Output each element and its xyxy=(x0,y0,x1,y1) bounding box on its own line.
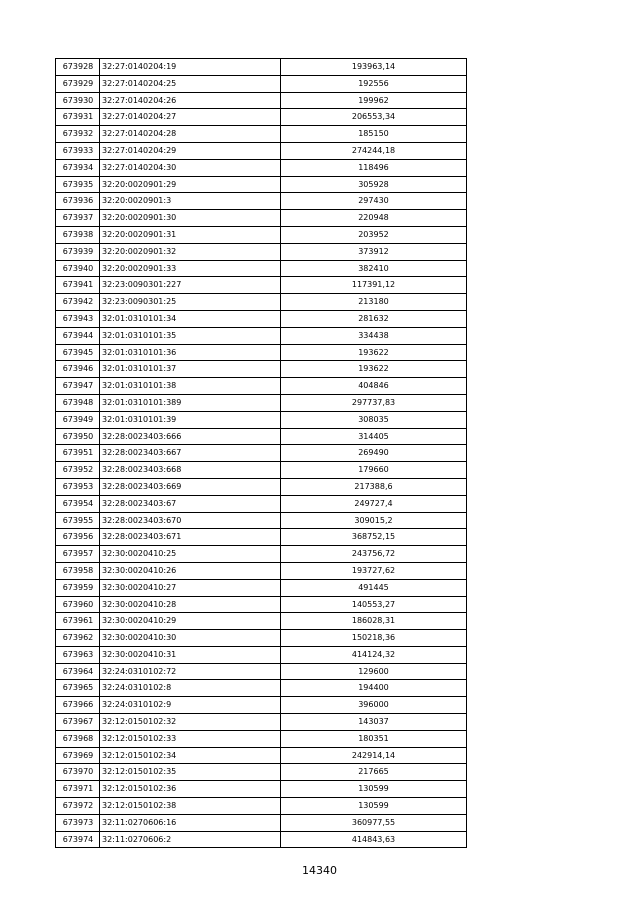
cadastral-number-cell: 32:20:0020901:30 xyxy=(100,210,281,227)
table-row xyxy=(56,478,467,495)
row-number-cell: 673936 xyxy=(56,193,100,210)
value-cell: 117391,12 xyxy=(281,277,467,294)
table-row xyxy=(56,210,467,227)
row-number-cell: 673942 xyxy=(56,294,100,311)
row-number-cell: 673938 xyxy=(56,226,100,243)
value-cell: 297737,83 xyxy=(281,394,467,411)
cadastral-number-cell: 32:27:0140204:25 xyxy=(100,75,281,92)
table-row xyxy=(56,142,467,159)
cadastral-number-cell: 32:27:0140204:29 xyxy=(100,142,281,159)
value-cell: 414124,32 xyxy=(281,646,467,663)
cadastral-number-cell: 32:12:0150102:32 xyxy=(100,714,281,731)
row-number-cell: 673958 xyxy=(56,562,100,579)
row-number-cell: 673962 xyxy=(56,630,100,647)
table-row xyxy=(56,428,467,445)
value-cell: 217388,6 xyxy=(281,478,467,495)
cadastral-number-cell: 32:27:0140204:30 xyxy=(100,159,281,176)
row-number-cell: 673956 xyxy=(56,529,100,546)
cadastral-number-cell: 32:24:0310102:72 xyxy=(100,663,281,680)
cadastral-number-cell: 32:30:0020410:30 xyxy=(100,630,281,647)
value-cell: 129600 xyxy=(281,663,467,680)
page-number: 14340 xyxy=(302,864,337,877)
row-number-cell: 673961 xyxy=(56,613,100,630)
row-number-cell: 673943 xyxy=(56,310,100,327)
value-cell: 185150 xyxy=(281,126,467,143)
cadastral-number-cell: 32:20:0020901:29 xyxy=(100,176,281,193)
table-row xyxy=(56,310,467,327)
cadastral-number-cell: 32:28:0023403:669 xyxy=(100,478,281,495)
cadastral-number-cell: 32:27:0140204:27 xyxy=(100,109,281,126)
row-number-cell: 673965 xyxy=(56,680,100,697)
value-cell: 314405 xyxy=(281,428,467,445)
value-cell: 220948 xyxy=(281,210,467,227)
table-row xyxy=(56,394,467,411)
table-row xyxy=(56,327,467,344)
value-cell: 396000 xyxy=(281,697,467,714)
value-cell: 180351 xyxy=(281,730,467,747)
cadastral-number-cell: 32:12:0150102:38 xyxy=(100,798,281,815)
table-row xyxy=(56,512,467,529)
value-cell: 309015,2 xyxy=(281,512,467,529)
value-cell: 334438 xyxy=(281,327,467,344)
value-cell: 382410 xyxy=(281,260,467,277)
value-cell: 193622 xyxy=(281,344,467,361)
value-cell: 404846 xyxy=(281,378,467,395)
row-number-cell: 673968 xyxy=(56,730,100,747)
row-number-cell: 673969 xyxy=(56,747,100,764)
cadastral-number-cell: 32:01:0310101:389 xyxy=(100,394,281,411)
table-row xyxy=(56,59,467,76)
table-row xyxy=(56,495,467,512)
cadastral-number-cell: 32:27:0140204:28 xyxy=(100,126,281,143)
table-row xyxy=(56,462,467,479)
value-cell: 140553,27 xyxy=(281,596,467,613)
row-number-cell: 673966 xyxy=(56,697,100,714)
row-number-cell: 673967 xyxy=(56,714,100,731)
row-number-cell: 673944 xyxy=(56,327,100,344)
row-number-cell: 673970 xyxy=(56,764,100,781)
table-row xyxy=(56,277,467,294)
row-number-cell: 673929 xyxy=(56,75,100,92)
table-row xyxy=(56,226,467,243)
cadastral-number-cell: 32:12:0150102:36 xyxy=(100,781,281,798)
table-body xyxy=(56,59,467,848)
table-row xyxy=(56,579,467,596)
cadastral-number-cell: 32:20:0020901:31 xyxy=(100,226,281,243)
row-number-cell: 673952 xyxy=(56,462,100,479)
row-number-cell: 673953 xyxy=(56,478,100,495)
table-row xyxy=(56,75,467,92)
value-cell: 243756,72 xyxy=(281,546,467,563)
cadastral-number-cell: 32:30:0020410:31 xyxy=(100,646,281,663)
value-cell: 199962 xyxy=(281,92,467,109)
cadastral-number-cell: 32:28:0023403:670 xyxy=(100,512,281,529)
cadastral-number-cell: 32:24:0310102:8 xyxy=(100,680,281,697)
table-row xyxy=(56,562,467,579)
cadastral-number-cell: 32:30:0020410:25 xyxy=(100,546,281,563)
value-cell: 203952 xyxy=(281,226,467,243)
row-number-cell: 673950 xyxy=(56,428,100,445)
value-cell: 143037 xyxy=(281,714,467,731)
cadastral-number-cell: 32:30:0020410:26 xyxy=(100,562,281,579)
value-cell: 305928 xyxy=(281,176,467,193)
table-row xyxy=(56,781,467,798)
row-number-cell: 673939 xyxy=(56,243,100,260)
cadastral-number-cell: 32:20:0020901:3 xyxy=(100,193,281,210)
cadastral-number-cell: 32:28:0023403:671 xyxy=(100,529,281,546)
row-number-cell: 673937 xyxy=(56,210,100,227)
table-row xyxy=(56,294,467,311)
table-row xyxy=(56,445,467,462)
table-row xyxy=(56,411,467,428)
row-number-cell: 673971 xyxy=(56,781,100,798)
table-row xyxy=(56,613,467,630)
cadastral-number-cell: 32:30:0020410:27 xyxy=(100,579,281,596)
value-cell: 130599 xyxy=(281,798,467,815)
row-number-cell: 673933 xyxy=(56,142,100,159)
table-row xyxy=(56,361,467,378)
row-number-cell: 673960 xyxy=(56,596,100,613)
table-row xyxy=(56,646,467,663)
row-number-cell: 673945 xyxy=(56,344,100,361)
value-cell: 274244,18 xyxy=(281,142,467,159)
row-number-cell: 673932 xyxy=(56,126,100,143)
table-row xyxy=(56,630,467,647)
cadastral-number-cell: 32:23:0090301:227 xyxy=(100,277,281,294)
cadastral-number-cell: 32:12:0150102:35 xyxy=(100,764,281,781)
value-cell: 193727,62 xyxy=(281,562,467,579)
cadastral-number-cell: 32:20:0020901:32 xyxy=(100,243,281,260)
row-number-cell: 673931 xyxy=(56,109,100,126)
cadastral-number-cell: 32:28:0023403:67 xyxy=(100,495,281,512)
table-row xyxy=(56,344,467,361)
value-cell: 186028,31 xyxy=(281,613,467,630)
value-cell: 297430 xyxy=(281,193,467,210)
value-cell: 213180 xyxy=(281,294,467,311)
table-row xyxy=(56,764,467,781)
cadastral-number-cell: 32:11:0270606:16 xyxy=(100,814,281,831)
cadastral-number-cell: 32:28:0023403:668 xyxy=(100,462,281,479)
data-table-container xyxy=(55,58,467,848)
cadastral-number-cell: 32:27:0140204:26 xyxy=(100,92,281,109)
row-number-cell: 673947 xyxy=(56,378,100,395)
row-number-cell: 673959 xyxy=(56,579,100,596)
table-row xyxy=(56,176,467,193)
table-row xyxy=(56,159,467,176)
table-row xyxy=(56,596,467,613)
row-number-cell: 673963 xyxy=(56,646,100,663)
cadastral-number-cell: 32:28:0023403:666 xyxy=(100,428,281,445)
cadastral-number-cell: 32:30:0020410:29 xyxy=(100,613,281,630)
cadastral-number-cell: 32:28:0023403:667 xyxy=(100,445,281,462)
value-cell: 193963,14 xyxy=(281,59,467,76)
cadastral-number-cell: 32:23:0090301:25 xyxy=(100,294,281,311)
value-cell: 130599 xyxy=(281,781,467,798)
row-number-cell: 673934 xyxy=(56,159,100,176)
row-number-cell: 673972 xyxy=(56,798,100,815)
value-cell: 491445 xyxy=(281,579,467,596)
table-row xyxy=(56,747,467,764)
value-cell: 194400 xyxy=(281,680,467,697)
cadastral-number-cell: 32:01:0310101:38 xyxy=(100,378,281,395)
table-row xyxy=(56,831,467,848)
cadastral-number-cell: 32:20:0020901:33 xyxy=(100,260,281,277)
cadastral-number-cell: 32:01:0310101:34 xyxy=(100,310,281,327)
value-cell: 217665 xyxy=(281,764,467,781)
row-number-cell: 673930 xyxy=(56,92,100,109)
row-number-cell: 673928 xyxy=(56,59,100,76)
value-cell: 281632 xyxy=(281,310,467,327)
row-number-cell: 673949 xyxy=(56,411,100,428)
table-row xyxy=(56,663,467,680)
row-number-cell: 673940 xyxy=(56,260,100,277)
cadastral-number-cell: 32:01:0310101:36 xyxy=(100,344,281,361)
table-row xyxy=(56,243,467,260)
cadastral-number-cell: 32:24:0310102:9 xyxy=(100,697,281,714)
table-row xyxy=(56,126,467,143)
row-number-cell: 673955 xyxy=(56,512,100,529)
cadastral-number-cell: 32:11:0270606:2 xyxy=(100,831,281,848)
value-cell: 179660 xyxy=(281,462,467,479)
row-number-cell: 673957 xyxy=(56,546,100,563)
value-cell: 249727,4 xyxy=(281,495,467,512)
table-row xyxy=(56,260,467,277)
cadastral-number-cell: 32:01:0310101:35 xyxy=(100,327,281,344)
row-number-cell: 673946 xyxy=(56,361,100,378)
table-row xyxy=(56,378,467,395)
table-row xyxy=(56,714,467,731)
table-row xyxy=(56,193,467,210)
value-cell: 368752,15 xyxy=(281,529,467,546)
row-number-cell: 673964 xyxy=(56,663,100,680)
cadastral-number-cell: 32:12:0150102:33 xyxy=(100,730,281,747)
table-row xyxy=(56,798,467,815)
row-number-cell: 673948 xyxy=(56,394,100,411)
value-cell: 414843,63 xyxy=(281,831,467,848)
cadastral-number-cell: 32:01:0310101:39 xyxy=(100,411,281,428)
value-cell: 242914,14 xyxy=(281,747,467,764)
value-cell: 269490 xyxy=(281,445,467,462)
table-row xyxy=(56,697,467,714)
table-row xyxy=(56,529,467,546)
value-cell: 150218,36 xyxy=(281,630,467,647)
cadastral-number-cell: 32:30:0020410:28 xyxy=(100,596,281,613)
table-row xyxy=(56,680,467,697)
table-row xyxy=(56,109,467,126)
value-cell: 308035 xyxy=(281,411,467,428)
value-cell: 192556 xyxy=(281,75,467,92)
cadastral-number-cell: 32:12:0150102:34 xyxy=(100,747,281,764)
table-row xyxy=(56,814,467,831)
value-cell: 193622 xyxy=(281,361,467,378)
row-number-cell: 673974 xyxy=(56,831,100,848)
value-cell: 118496 xyxy=(281,159,467,176)
value-cell: 206553,34 xyxy=(281,109,467,126)
row-number-cell: 673954 xyxy=(56,495,100,512)
table-row xyxy=(56,546,467,563)
cadastral-number-cell: 32:27:0140204:19 xyxy=(100,59,281,76)
table-row xyxy=(56,730,467,747)
row-number-cell: 673951 xyxy=(56,445,100,462)
cadastral-table xyxy=(55,58,467,848)
value-cell: 360977,55 xyxy=(281,814,467,831)
cadastral-number-cell: 32:01:0310101:37 xyxy=(100,361,281,378)
row-number-cell: 673941 xyxy=(56,277,100,294)
value-cell: 373912 xyxy=(281,243,467,260)
row-number-cell: 673935 xyxy=(56,176,100,193)
row-number-cell: 673973 xyxy=(56,814,100,831)
table-row xyxy=(56,92,467,109)
